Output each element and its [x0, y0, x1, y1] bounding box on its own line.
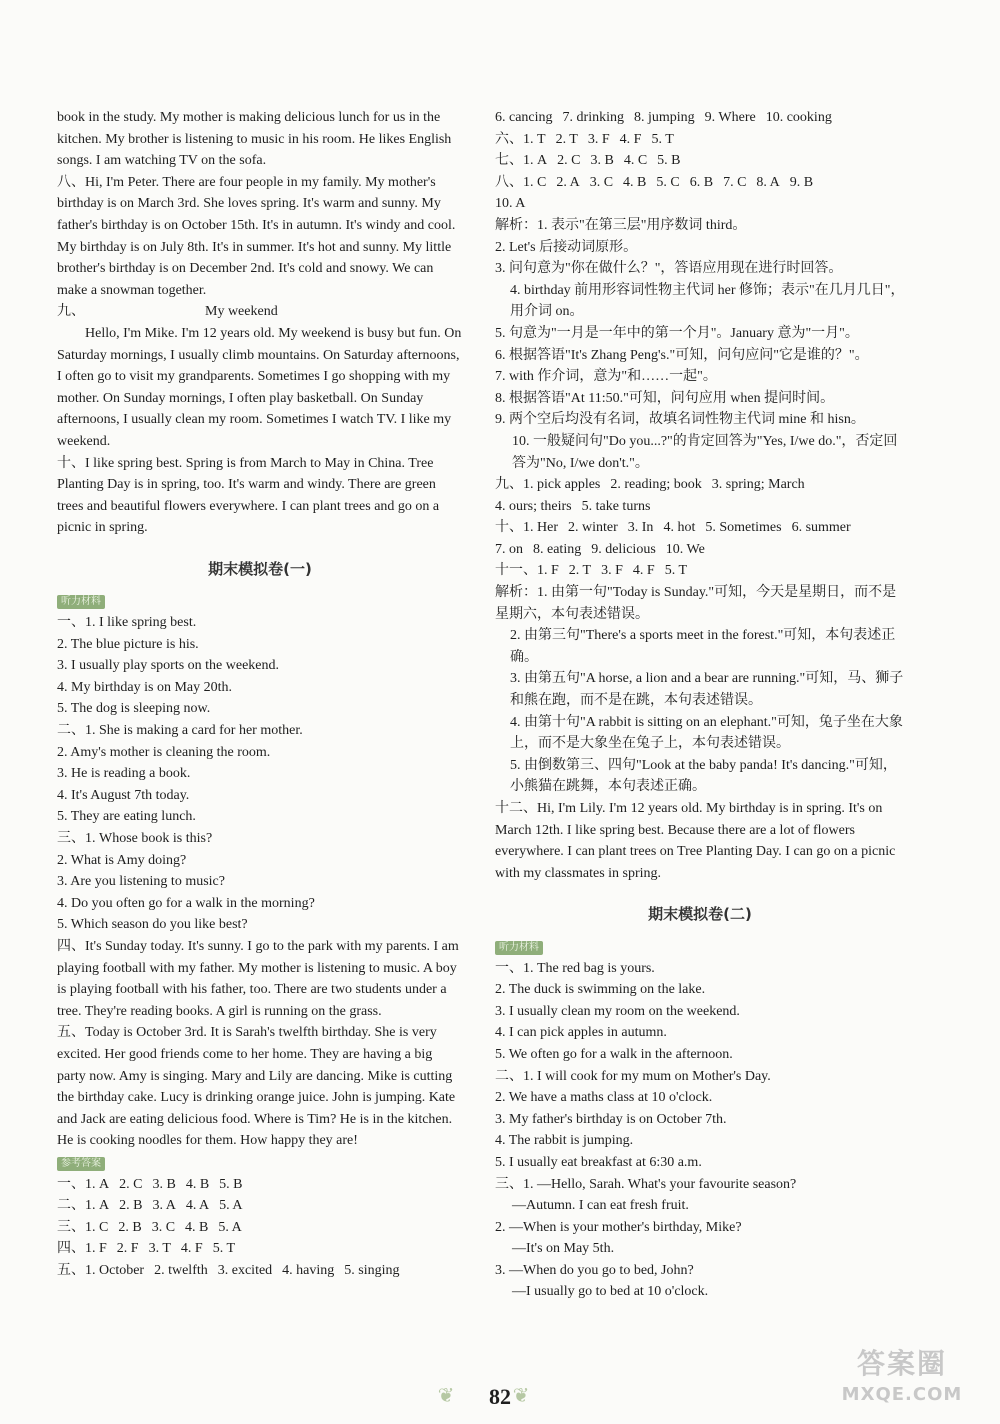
line: 5. I usually eat breakfast at 6:30 a.m.: [495, 1154, 702, 1170]
line: 5. Which season do you like best?: [57, 917, 248, 933]
line: 3. I usually clean my room on the weekend.: [495, 1003, 740, 1019]
watermark-url: MXQE.COM: [841, 1384, 963, 1405]
line: 3. Are you listening to music?: [57, 874, 225, 890]
line: 4. Do you often go for a walk in the morning?: [57, 895, 315, 911]
answer-row: 6. cancing 7. drinking 8. jumping 9. Where 10. cooking: [495, 110, 832, 125]
tag-answers: 参考答案: [57, 1157, 105, 1171]
line: 3. My father's birthday is on October 7th.: [495, 1111, 727, 1127]
explanation-line: 5. 句意为"一月是一年中的第一个月"。January 意为"一月"。: [495, 325, 859, 341]
answer-row: 4. ours; theirs 5. take turns: [495, 498, 651, 514]
line: 二、1. She is making a card for her mother.: [57, 723, 303, 739]
line: 一、1. I like spring best.: [57, 615, 197, 631]
answer-row: 二、1. A 2. B 3. A 4. A 5. A: [57, 1198, 243, 1214]
answer-row: 八、1. C 2. A 3. C 4. B 5. C 6. B 7. C 8. A 9. B: [495, 174, 814, 190]
paragraph: 八、Hi, I'm Peter. There are four people in my family. My mother's birthday is on March 3rd. She loves spring. It's warm and sunny. My father's birthday is on October 15th. It's in autumn. It's windy and cool. My birthday is on July 8th. It's in summer. It's hot and sunny. My little brother's birthday is on December 2nd. It's cold and snowy. We can make a snowman together.: [57, 174, 456, 298]
answer-row: 四、1. F 2. F 3. T 4. F 5. T: [57, 1241, 236, 1257]
section-number: 九、: [57, 304, 85, 320]
paragraph: 十、I like spring best. Spring is from March to May in China. Tree Planting Day is in spring, too. It's warm and windy. There are green trees and beautiful flowers everywhere. I can plant trees and go on a picnic in spring.: [57, 455, 440, 536]
line: 4. The rabbit is jumping.: [495, 1133, 634, 1149]
line: 2. What is Amy doing?: [57, 852, 187, 868]
essay-heading: [57, 301, 463, 323]
answer-row: 九、1. pick apples 2. reading; book 3. spring; March: [495, 477, 805, 493]
page-number: 82: [489, 1384, 511, 1409]
explanation-line: 9. 两个空后均没有名词，故填名词性物主代词 mine 和 hisn。: [495, 412, 865, 428]
explanation-line: 解析：1. 表示"在第三层"用序数词 third。: [495, 217, 747, 233]
explanation-line: 5. 由倒数第三、四句"Look at the baby panda! It's dancing."可知，小熊猫在跳舞，本句表述正确。: [510, 757, 897, 795]
explanation-line: 6. 根据答语"It's Zhang Peng's."可知，问句应问"它是谁的？"。: [495, 347, 869, 363]
answer-row: 六、1. T 2. T 3. F 4. F 5. T: [495, 131, 674, 147]
section-title: 期末模拟卷(二): [648, 905, 752, 924]
answer-row: 七、1. A 2. C 3. B 4. C 5. B: [495, 153, 681, 169]
tag-listening: 听力材料: [57, 595, 105, 609]
paragraph: 四、It's Sunday today. It's sunny. I go to the park with my parents. I am playing football with my father. My mother is listening to music. A boy is playing football with his father, too. There are two students under a tree. They're reading books. A girl is running on the grass.: [57, 938, 459, 1019]
answer-row: 7. on 8. eating 9. delicious 10. We: [495, 541, 705, 557]
explanation-line: 4. 由第十句"A rabbit is sitting on an elephant."可知，兔子坐在大象上，而不是大象坐在兔子上，本句表述错误。: [510, 714, 903, 752]
answer-row: 五、1. October 2. twelfth 3. excited 4. having 5. singing: [57, 1262, 400, 1278]
answer-row: 十一、1. F 2. T 3. F 4. F 5. T: [495, 563, 688, 579]
sprig-icon: ❦: [512, 1383, 530, 1407]
watermark-logo: [822, 1344, 982, 1414]
line: 3. I usually play sports on the weekend.: [57, 658, 280, 674]
explanation-line: 7. with 作介词，意为"和……一起"。: [495, 369, 717, 385]
paragraph: book in the study. My mother is making delicious lunch for us in the kitchen. My brother is listening to music in his room. He likes English songs. I am watching TV on the sofa.: [57, 110, 452, 169]
line: —It's on May 5th.: [512, 1241, 615, 1257]
line: 二、1. I will cook for my mum on Mother's Day.: [495, 1068, 771, 1084]
watermark-text: 答案圈: [856, 1347, 947, 1380]
explanation-line: 2. Let's 后接动词原形。: [495, 239, 638, 255]
line: 3. He is reading a book.: [57, 766, 191, 782]
left-column: [57, 107, 463, 1281]
sprig-icon: ❦: [437, 1383, 455, 1407]
line: 三、1. —Hello, Sarah. What's your favourite season?: [495, 1176, 797, 1192]
line: 三、1. Whose book is this?: [57, 831, 213, 846]
paragraph: 五、Today is October 3rd. It is Sarah's twelfth birthday. She is very excited. Her good friends come to her home. They are having a big party now. Amy is singing. Mary and Lily are dancing. Mike is cutting the birthday cake. Lucy is drinking orange juice. John is jumping. Kate and Jack are eating delicious food. Where is Tim? He is in the kitchen. He is cooking noodles for them. How happy they are!: [57, 1025, 456, 1149]
line: 3. —When do you go to bed, John?: [495, 1262, 694, 1278]
explanation-line: 4. birthday 前用形容词性物主代词 her 修饰；表示"在几月几日"，用介词 on。: [510, 282, 905, 320]
section-title: 期末模拟卷(一): [208, 559, 312, 578]
explanation-line: 10. 一般疑问句"Do you...?"的肯定回答为"Yes, I/we do."，否定回答为"No, I/we don't."。: [512, 433, 898, 471]
line: 4. My birthday is on May 20th.: [57, 679, 232, 695]
answer-row: 三、1. C 2. B 3. C 4. B 5. A: [57, 1219, 242, 1235]
line: 5. They are eating lunch.: [57, 809, 196, 825]
line: 4. It's August 7th today.: [57, 787, 190, 803]
explanation-line: 8. 根据答语"At 11:50."可知，问句应用 when 提问时间。: [495, 390, 835, 406]
line: 5. The dog is sleeping now.: [57, 701, 211, 717]
answer-row: 十、1. Her 2. winter 3. In 4. hot 5. Sometimes 6. summer: [495, 520, 851, 536]
explanation-line: 3. 由第五句"A horse, a lion and a bear are running."可知，马、狮子和熊在跑，而不是在跳，本句表述错误。: [510, 671, 904, 709]
line: 2. Amy's mother is cleaning the room.: [57, 744, 271, 760]
line: —Autumn. I can eat fresh fruit.: [512, 1198, 689, 1214]
tag-listening: 听力材料: [495, 941, 543, 955]
right-column: [495, 107, 905, 1303]
line: 2. —When is your mother's birthday, Mike?: [495, 1219, 742, 1235]
line: —I usually go to bed at 10 o'clock.: [512, 1284, 709, 1300]
answer-row: 一、1. A 2. C 3. B 4. B 5. B: [57, 1176, 243, 1192]
line: 2. We have a maths class at 10 o'clock.: [495, 1090, 713, 1106]
explanation-line: 2. 由第三句"There's a sports meet in the forest."可知，本句表述正确。: [510, 628, 896, 665]
essay-title: My weekend: [205, 304, 278, 320]
line: 2. The duck is swimming on the lake.: [495, 982, 706, 998]
answer-row: 10. A: [495, 196, 526, 212]
paragraph: Hello, I'm Mike. I'm 12 years old. My weekend is busy but fun. On Saturday mornings, I usually climb mountains. On Saturday afternoons, I often go to visit my grandparents. Sometimes I go shopping with my mother. On Sunday mornings, I often play basketball. On Sunday afternoons, I usually clean my room. Sometimes I watch TV. I like my weekend.: [57, 325, 462, 449]
paragraph: 十二、Hi, I'm Lily. I'm 12 years old. My birthday is in spring. It's on March 12th. I like spring best. Because there are a lot of flowers everywhere. I can plant trees on Tree Planting Day. I can go on a picnic with my classmates in spring.: [495, 801, 896, 881]
line: 一、1. The red bag is yours.: [495, 960, 655, 976]
line: 5. We often go for a walk in the afternoon.: [495, 1046, 733, 1062]
line: 2. The blue picture is his.: [57, 636, 199, 652]
line: 4. I can pick apples in autumn.: [495, 1025, 667, 1041]
explanation-line: 3. 问句意为"你在做什么？"，答语应用现在进行时回答。: [495, 261, 843, 277]
explanation-line: 解析：1. 由第一句"Today is Sunday."可知，今天是星期日，而不是星期六，本句表述错误。: [495, 585, 897, 622]
